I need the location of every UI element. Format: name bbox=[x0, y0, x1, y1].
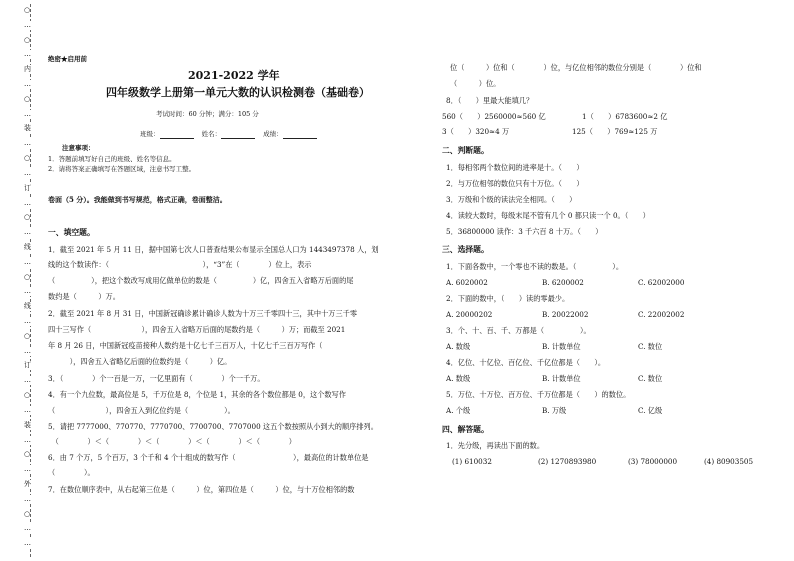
choice-question: 2．下面的数中，（ ）读的零最少。 bbox=[446, 294, 570, 303]
q7-continued: 位（ ）位和（ ）位，与亿位相邻的数位分别是（ ）位和 bbox=[450, 63, 702, 72]
fill-blank-line: 四十三写作（ ），四舍五入省略万后面的尾数约是（ ）万；而截至 2021 bbox=[48, 325, 346, 334]
choice-option[interactable]: A. 6020002 bbox=[446, 278, 488, 287]
binding-mark: 装 bbox=[24, 420, 31, 429]
judge-item: 1．每相邻两个数位间的进率是十。（ ） bbox=[446, 163, 584, 172]
choice-option[interactable]: A. 20000202 bbox=[446, 310, 493, 319]
q8-item: 560（ ）2560000≈560 亿 bbox=[442, 112, 546, 121]
choice-option[interactable]: A. 个级 bbox=[446, 406, 471, 415]
fill-blank-line: 3．（ ）个一百是一万，一亿里面有（ ）个一千万。 bbox=[48, 374, 265, 383]
choice-option[interactable]: C. 亿级 bbox=[638, 406, 663, 415]
q8-item: 1（ ）6783600≈2 亿 bbox=[582, 112, 668, 121]
choice-option[interactable]: C. 数位 bbox=[638, 374, 663, 383]
binding-mark: … bbox=[24, 346, 31, 355]
choice-option[interactable]: A. 数级 bbox=[446, 342, 471, 351]
section-2-heading: 二、判断题。 bbox=[442, 146, 489, 155]
name-label: 姓名： bbox=[201, 130, 222, 138]
choice-option[interactable]: B. 20022002 bbox=[542, 310, 589, 319]
binding-mark: … bbox=[24, 405, 31, 414]
fill-blank-line: （ ）。 bbox=[48, 468, 95, 477]
binding-mark: … bbox=[24, 20, 31, 29]
notes-heading: 注意事项： bbox=[62, 144, 95, 152]
fill-blank-line: 线的这个数读作：（ ），“3”在（ ）位上，表示 bbox=[48, 260, 312, 269]
binding-mark: ○ bbox=[24, 6, 31, 14]
binding-mark: … bbox=[24, 376, 31, 385]
class-field[interactable] bbox=[160, 130, 194, 139]
note-item: 1．答题前填写好自己的班级、姓名等信息。 bbox=[48, 155, 176, 163]
binding-mark: … bbox=[24, 524, 31, 533]
binding-mark: ○ bbox=[24, 154, 31, 163]
fill-blank-line: ），四舍五入省略亿后面的位数约是（ ）亿。 bbox=[48, 357, 232, 366]
choice-option[interactable]: B. 计数单位 bbox=[542, 374, 581, 383]
exam-year: 2021-2022 学年 bbox=[188, 69, 280, 82]
judge-item: 5．36800000 读作：3 千六百 8 十万。（ ） bbox=[446, 227, 603, 236]
binding-mark: 内 bbox=[24, 65, 31, 74]
score-label: 成绩： bbox=[263, 130, 283, 138]
choice-option[interactable]: C. 62002000 bbox=[638, 278, 685, 287]
score-field[interactable] bbox=[283, 130, 317, 139]
binding-mark: … bbox=[24, 228, 31, 237]
class-label: 班级： bbox=[140, 130, 160, 138]
binding-mark: … bbox=[24, 317, 31, 326]
binding-mark: … bbox=[24, 109, 31, 118]
section-4-heading: 四、解答题。 bbox=[442, 425, 489, 434]
fill-blank-line: 数约是（ ）万。 bbox=[48, 292, 120, 301]
q8: 8．（ ）里最大能填几？ bbox=[446, 96, 534, 105]
binding-mark: … bbox=[24, 494, 31, 503]
binding-mark: … bbox=[24, 198, 31, 207]
fill-blank-line: （ ），四舍五入到亿位约是（ ）。 bbox=[48, 406, 235, 415]
exam-time: 考试时间：60 分钟；满分：105 分 bbox=[156, 110, 259, 118]
fill-blank-line: （ ），把这个数改写成用亿做单位的数是（ ）亿，四舍五入省略万后面的尾 bbox=[48, 276, 354, 285]
choice-option[interactable]: B. 计数单位 bbox=[542, 342, 581, 351]
binding-mark: 线 bbox=[24, 302, 31, 311]
choice-question: 1．下面各数中，一个零也不读的数是。（ ）。 bbox=[446, 262, 624, 271]
choice-question: 3．个、十、百、千、万都是（ ）。 bbox=[446, 326, 591, 335]
fill-blank-line: 5．请把 7777000、770770、7770700、7700700、7707000 这五个数按照从小到大的顺序排列。 bbox=[48, 422, 378, 431]
binding-mark: ○ bbox=[24, 272, 31, 281]
note-item: 2．请将答案正确填写在答题区域，注意书写工整。 bbox=[48, 165, 196, 173]
name-field[interactable] bbox=[221, 130, 255, 139]
solve-item: (4) 80903505 bbox=[704, 457, 754, 466]
fill-blank-line: 6．由 7 个万，5 个百万，3 个千和 4 个十组成的数写作（ ），最高位的计数单位是 bbox=[48, 453, 369, 462]
binding-mark: 订 bbox=[24, 361, 31, 370]
binding-mark: … bbox=[24, 435, 31, 444]
binding-mark: 外 bbox=[24, 479, 31, 488]
binding-mark: ○ bbox=[24, 509, 31, 518]
section-3-heading: 三、选择题。 bbox=[442, 245, 489, 254]
binding-mark: ○ bbox=[24, 450, 31, 459]
fill-blank-line: （ ）＜（ ）＜（ ）＜（ ）＜（ ） bbox=[48, 437, 296, 446]
info-line bbox=[140, 129, 317, 140]
binding-mark: 装 bbox=[24, 124, 31, 133]
binding-mark: … bbox=[24, 257, 31, 266]
binding-mark: … bbox=[24, 80, 31, 89]
choice-option[interactable]: B. 6200002 bbox=[542, 278, 584, 287]
binding-mark: 线 bbox=[24, 242, 31, 251]
binding-mark: ○ bbox=[24, 35, 31, 44]
judge-item: 2．与万位相邻的数位只有十万位。（ ） bbox=[446, 179, 584, 188]
binding-mark: 订 bbox=[24, 183, 31, 192]
fill-blank-line: 7．在数位顺序表中，从右起第三位是（ ）位，第四位是（ ）位，与十万位相邻的数 bbox=[48, 485, 355, 494]
solve-item: (3) 78000000 bbox=[628, 457, 678, 466]
binding-mark: … bbox=[24, 539, 31, 548]
solve-question: 1．先分级，再读出下面的数。 bbox=[446, 441, 545, 450]
fill-blank-line: 4．有一个九位数，最高位是 5，千万位是 8，个位是 1，其余的各个数位都是 0，这个数写作 bbox=[48, 390, 346, 399]
choice-option[interactable]: B. 万级 bbox=[542, 406, 567, 415]
q8-item: 3（ ）320≈4 万 bbox=[442, 127, 510, 136]
binding-mark: … bbox=[24, 168, 31, 177]
secret-label: 绝密★启用前 bbox=[48, 55, 87, 63]
binding-mark: … bbox=[24, 465, 31, 474]
choice-question: 4．亿位、十亿位、百亿位、千亿位都是（ ）。 bbox=[446, 358, 606, 367]
fill-blank-line: 1．截至 2021 年 5 月 11 日，据中国第七次人口普查结果公布显示全国总人口为 1443497378 人，划 bbox=[48, 245, 379, 254]
section-1-heading: 一、填空题。 bbox=[48, 228, 95, 237]
fill-blank-line: 年 8 月 26 日，中国新冠疫苗接种人数约是十亿七千三百万人，十亿七千三百万写作（ bbox=[48, 341, 344, 350]
binding-mark: … bbox=[24, 139, 31, 148]
q7-continued-2: （ ）位。 bbox=[450, 79, 501, 88]
q8-item: 125（ ）769≈125 万 bbox=[572, 127, 658, 136]
judge-item: 4．读较大数时，每级末尾不管有几个 0 都只读一个 0。（ ） bbox=[446, 211, 650, 220]
choice-option[interactable]: A. 数级 bbox=[446, 374, 471, 383]
choice-option[interactable]: C. 22002002 bbox=[638, 310, 685, 319]
binding-mark: … bbox=[24, 287, 31, 296]
binding-mark: … bbox=[24, 50, 31, 59]
binding-mark: ○ bbox=[24, 331, 31, 340]
choice-question: 5．万位、十万位、百万位、千万位都是（ ）的数位。 bbox=[446, 390, 631, 399]
solve-item: (2) 1270893980 bbox=[538, 457, 597, 466]
binding-mark: ○ bbox=[24, 94, 31, 103]
judge-item: 3．万级和个级的读法完全相同。（ ） bbox=[446, 195, 577, 204]
fill-blank-line: 2．截至 2021 年 8 月 31 日，中国新冠确诊累计确诊人数为十万三千零四十三，其中十万三千零 bbox=[48, 309, 358, 318]
binding-mark: ○ bbox=[24, 391, 31, 400]
solve-item: (1) 610032 bbox=[452, 457, 492, 466]
exam-title: 四年级数学上册第一单元大数的认识检测卷（基础卷） bbox=[106, 86, 370, 99]
binding-mark: ○ bbox=[24, 213, 31, 222]
neat-statement: 卷面（5 分）。我能做到书写规范，格式正确，卷面整洁。 bbox=[48, 195, 227, 204]
choice-option[interactable]: C. 数位 bbox=[638, 342, 663, 351]
binding-gutter bbox=[0, 0, 46, 561]
